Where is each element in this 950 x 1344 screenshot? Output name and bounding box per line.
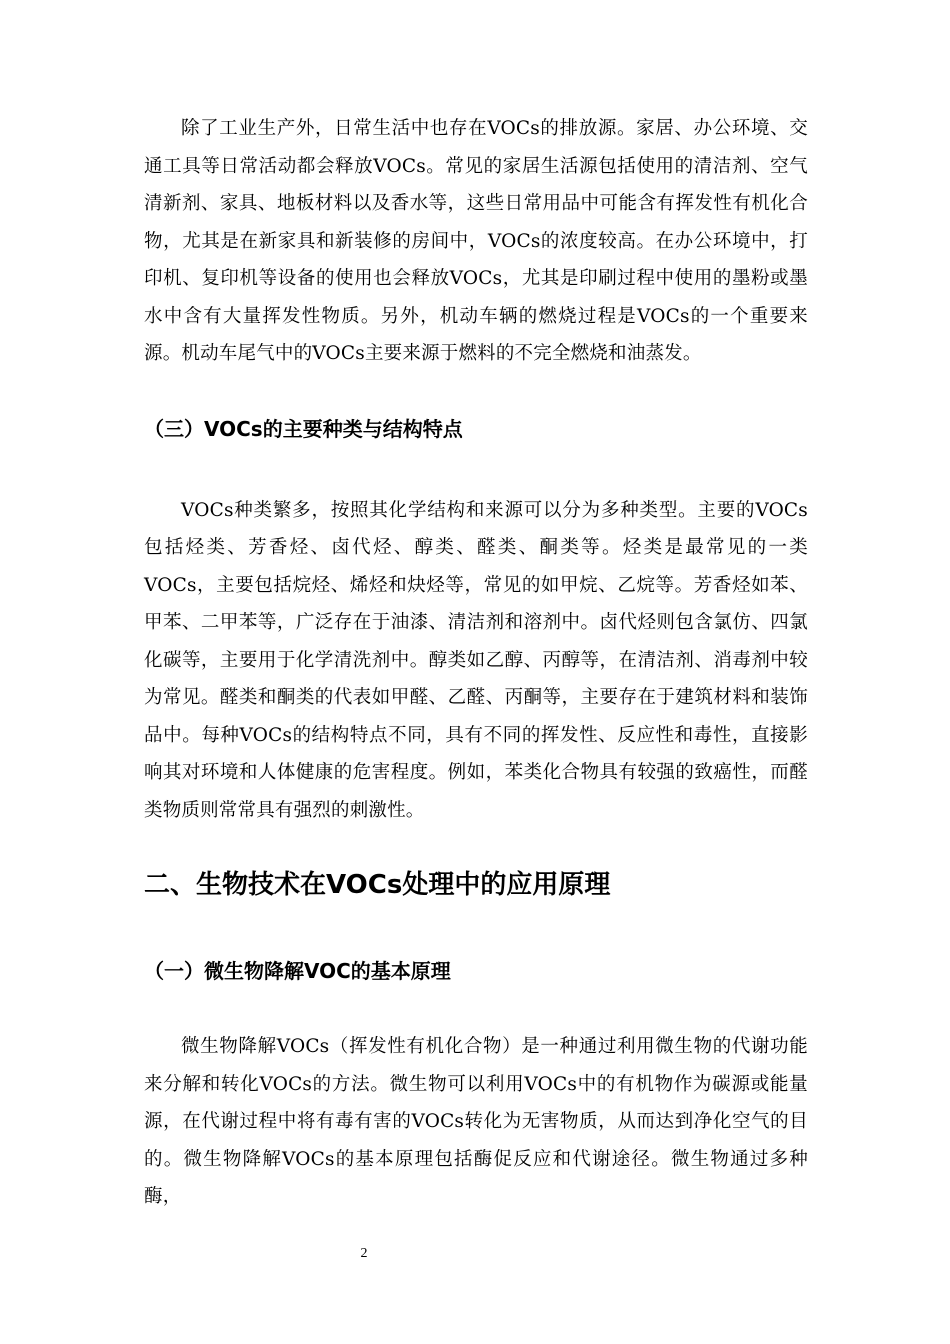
page-content bbox=[144, 110, 808, 1216]
section-heading-microbial-degradation: （一）微生物降解VOC的基本原理 bbox=[144, 959, 451, 983]
page-number: 2 bbox=[360, 1246, 368, 1261]
chapter-heading-biotech-principles: 二、生物技术在VOCs处理中的应用原理 bbox=[144, 870, 611, 900]
paragraph-voc-types: VOCs种类繁多，按照其化学结构和来源可以分为多种类型。主要的VOCs包括烃类、芳香烃、卤代烃、醇类、醛类、酮类等。烃类是最常见的一类VOCs，主要包括烷烃、烯烃和炔烃等，常见的如甲烷、乙烷等。芳香烃如苯、甲苯、二甲苯等，广泛存在于油漆、清洁剂和溶剂中。卤代烃则包含氯仿、四氯化碳等，主要用于化学清洗剂中。醇类如乙醇、丙醇等，在清洁剂、消毒剂中较为常见。醛类和酮类的代表如甲醛、乙醛、丙酮等，主要存在于建筑材料和装饰品中。每种VOCs的结构特点不同，具有不同的挥发性、反应性和毒性，直接影响其对环境和人体健康的危害程度。例如，苯类化合物具有较强的致癌性，而醛类物质则常常具有强烈的刺激性。 bbox=[144, 499, 808, 821]
paragraph-daily-life-sources: 除了工业生产外，日常生活中也存在VOCs的排放源。家居、办公环境、交通工具等日常活动都会释放VOCs。常见的家居生活源包括使用的清洁剂、空气清新剂、家具、地板材料以及香水等，这些日常用品中可能含有挥发性有机化合物，尤其是在新家具和新装修的房间中，VOCs的浓度较高。在办公环境中，打印机、复印机等设备的使用也会释放VOCs，尤其是印刷过程中使用的墨粉或墨水中含有大量挥发性物质。另外，机动车辆的燃烧过程是VOCs的一个重要来源。机动车尾气中的VOCs主要来源于燃料的不完全燃烧和油蒸发。 bbox=[144, 118, 808, 364]
paragraph-microbial-degradation: 微生物降解VOCs（挥发性有机化合物）是一种通过利用微生物的代谢功能来分解和转化VOCs的方法。微生物可以利用VOCs中的有机物作为碳源或能量源，在代谢过程中将有毒有害的VOCs转化为无害物质，从而达到净化空气的目的。微生物降解VOCs的基本原理包括酶促反应和代谢途径。微生物通过多种酶， bbox=[144, 1036, 808, 1207]
section-heading-voc-types: （三）VOCs的主要种类与结构特点 bbox=[144, 416, 463, 441]
